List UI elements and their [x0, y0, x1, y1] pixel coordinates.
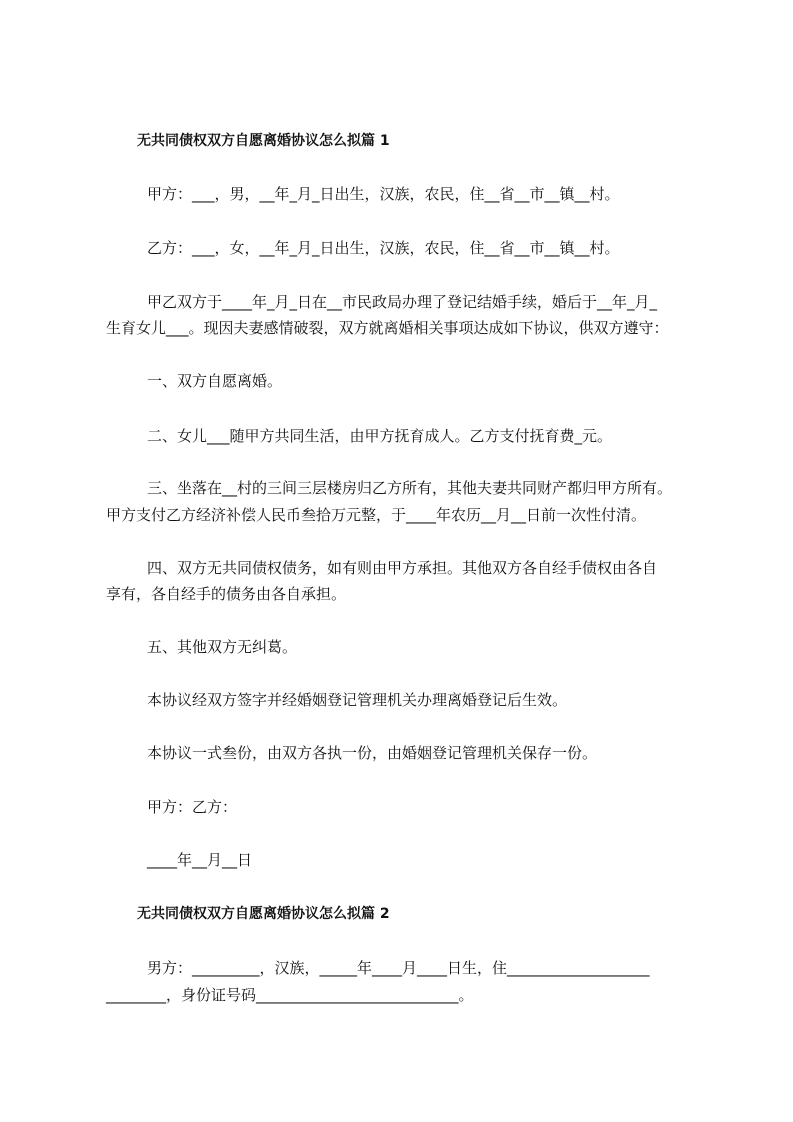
section-1-title: 无共同债权双方自愿离婚协议怎么拟篇 1 [137, 133, 390, 149]
clause-5: 五、其他双方无纠葛。 [147, 638, 298, 656]
intro-paragraph-line-2: 生育女儿___。现因夫妻感情破裂，双方就离婚相关事项达成如下协议，供双方遵守： [106, 319, 669, 337]
clause-4-line-2: 享有，各自经手的债务由各自承担。 [106, 585, 347, 603]
male-party-info-line-2: ________，身份证号码___________________________。 [106, 986, 474, 1004]
clause-3-line-2: 甲方支付乙方经济补偿人民币叁拾万元整，于____年农历__月__日前一次性付清。 [106, 506, 647, 524]
male-party-info-line-1: 男方：_________，汉族，_____年____月____日生，住___________________ [147, 959, 650, 977]
clause-2: 二、女儿___随甲方共同生活，由甲方抚育成人。乙方支付抚育费_元。 [147, 427, 613, 445]
party-b-info: 乙方：___，女，__年_月_日出生，汉族，农民，住__省__市__镇__村。 [147, 239, 620, 257]
intro-paragraph-line-1: 甲乙双方于____年_月_日在__市民政局办理了登记结婚手续，婚后于__年_月_ [147, 293, 658, 311]
section-2-title: 无共同债权双方自愿离婚协议怎么拟篇 2 [137, 906, 390, 922]
date-line: ____年__月__日 [147, 851, 253, 869]
clause-1: 一、双方自愿离婚。 [147, 372, 283, 390]
copies-statement: 本协议一式叁份，由双方各执一份，由婚姻登记管理机关保存一份。 [147, 744, 598, 762]
party-a-info: 甲方：___，男，__年_月_日出生，汉族，农民，住__省__市__镇__村。 [147, 185, 620, 203]
clause-3-line-1: 三、坐落在__村的三间三层楼房归乙方所有，其他夫妻共同财产都归甲方所有。 [147, 479, 673, 497]
clause-4-line-1: 四、双方无共同债权债务，如有则由甲方承担。其他双方各自经手债权由各自 [147, 559, 658, 577]
effect-statement: 本协议经双方签字并经婚姻登记管理机关办理离婚登记后生效。 [147, 691, 568, 709]
signature-line: 甲方：乙方： [147, 798, 238, 816]
